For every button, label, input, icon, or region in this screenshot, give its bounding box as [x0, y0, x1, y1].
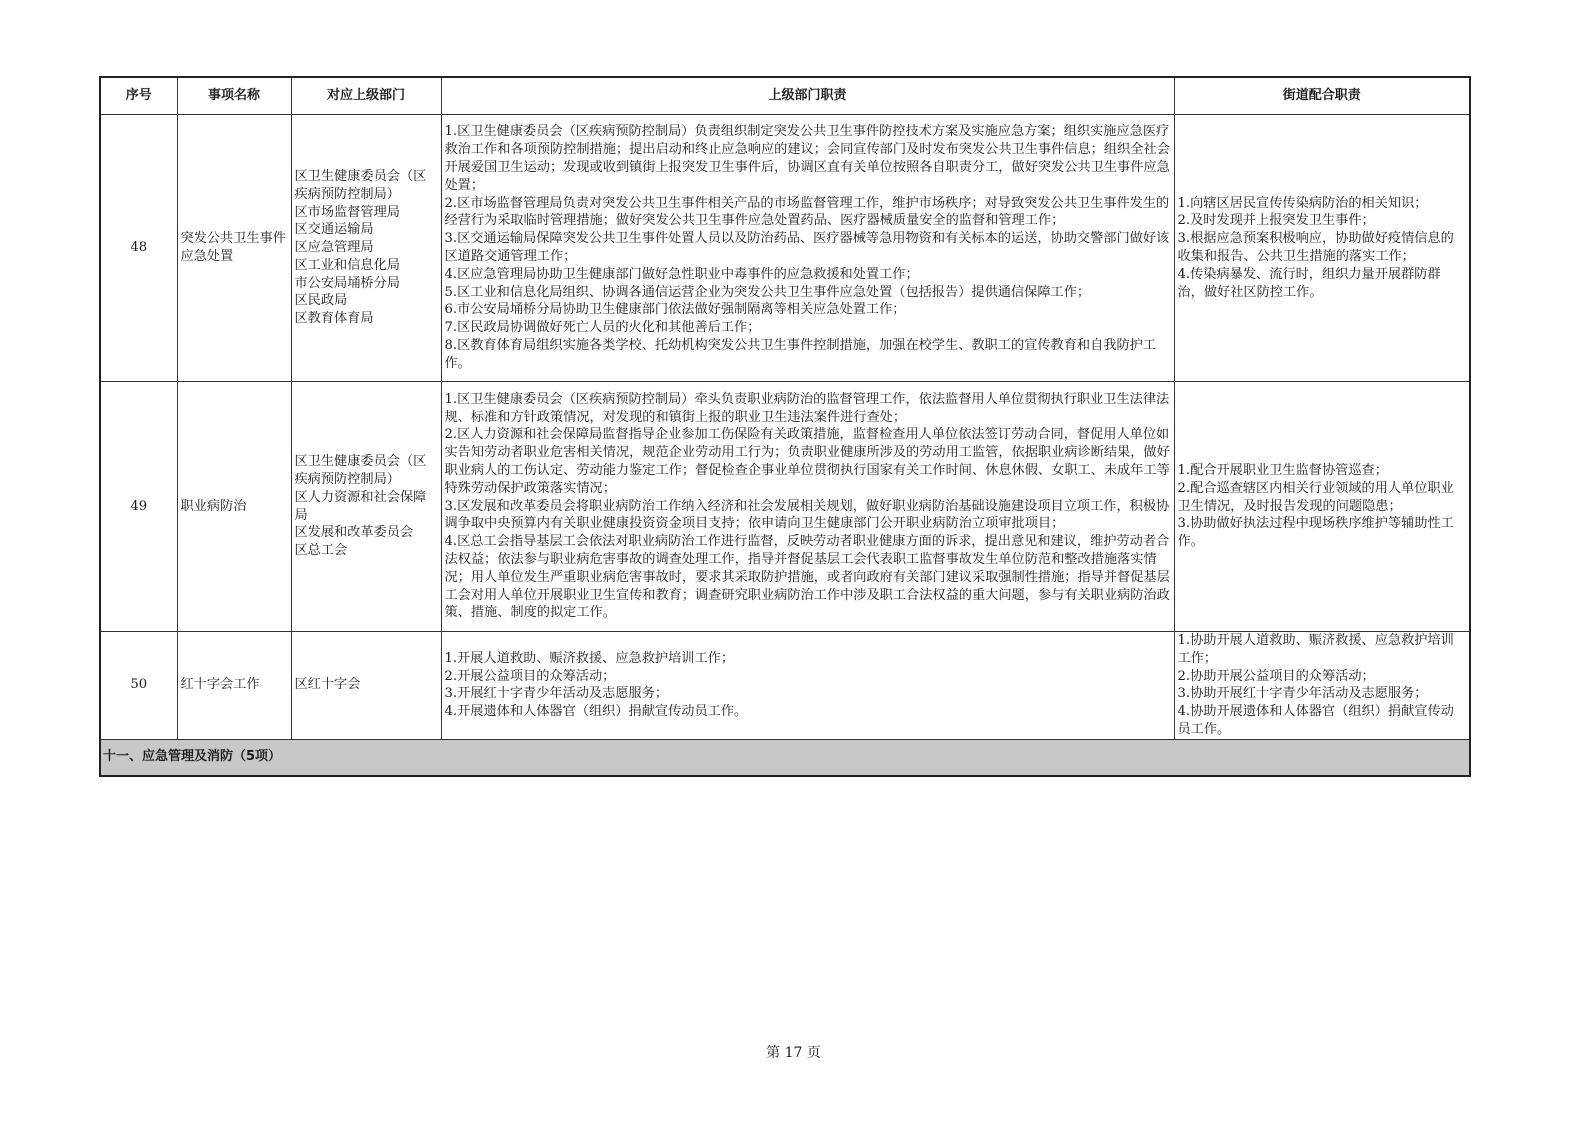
dept-duties	[441, 632, 1174, 740]
department: 区卫生健康委员会（区疾病预防控制局）	[294, 454, 427, 487]
street-duty-item: 4.传染病暴发、流行时，组织力量开展群防群治，做好社区防控工作。	[1177, 266, 1441, 300]
duty-item: 3.区发展和改革委员会将职业病防治工作纳入经济和社会发展相关规划，做好职业病防治基础设施建设项目立项工作，积极协调争取中央预算内有关职业健康投资资金项目支持；依申请向卫生健康部门公开职业病防治立项审批项目；	[444, 498, 1170, 532]
duty-item: 2.区人力资源和社会保障局监督指导企业参加工伤保险有关政策措施，监督检查用人单位依法签订劳动合同，督促用人单位如实告知劳动者职业危害相关情况，规范企业劳动用工行为；负责职业健康所涉及的劳动用工监管，依据职业病诊断结果，做好职业病人的工伤认定、劳动能力鉴定工作；督促检查企事业单位贯彻执行国家有关工作时间、休息休假、女职工、未成年工等特殊劳动保护政策落实情况；	[444, 427, 1170, 496]
row-number: 49	[100, 382, 177, 632]
duty-item: 1.区卫生健康委员会（区疾病预防控制局）负责组织制定突发公共卫生事件防控技术方案及实施应急方案；组织实施应急医疗救治工作和各项预防控制措施；提出启动和终止应急响应的建议；会同宣传部门及时发布突发公共卫生事件信息；组织全社会开展爱国卫生运动；发现或收到镇街上报突发卫生事件后，协调区直有关单位按照各自职责分工，做好突发公共卫生事件应急处置；	[444, 124, 1170, 193]
duty-item: 5.区工业和信息化局组织、协调各通信运营企业为突发公共卫生事件应急处置（包括报告）提供通信保障工作；	[444, 284, 1091, 300]
header-dept-duties: 上级部门职责	[441, 77, 1174, 115]
department-list	[291, 115, 441, 382]
duty-item: 3.开展红十字青少年活动及志愿服务；	[444, 686, 669, 702]
section-heading: 十一、应急管理及消防（5项）	[100, 739, 1470, 776]
header-row	[100, 77, 1470, 115]
street-duty-item: 2.配合巡查辖区内相关行业领域的用人单位职业卫生情况，及时报告发现的问题隐患；	[1177, 480, 1454, 514]
street-duty-item: 2.协助开展公益项目的众筹活动；	[1177, 668, 1375, 684]
header-street-duties: 街道配合职责	[1174, 77, 1470, 115]
street-duties	[1174, 115, 1470, 382]
table-row	[100, 382, 1470, 632]
duty-item: 7.区民政局协调做好死亡人员的火化和其他善后工作；	[444, 320, 761, 336]
street-duty-item: 1.配合开展职业卫生监督协管巡查；	[1177, 463, 1388, 478]
street-duty-item: 3.协助做好执法过程中现场秩序维护等辅助性工作。	[1177, 516, 1454, 550]
department-list	[291, 632, 441, 740]
duty-item: 2.开展公益项目的众筹活动；	[444, 668, 616, 684]
row-number: 48	[100, 115, 177, 382]
department: 区总工会	[294, 543, 348, 559]
department: 区市场监督管理局	[294, 204, 400, 220]
duty-item: 1.开展人道救助、赈济救援、应急救护培训工作；	[444, 650, 735, 666]
header-department: 对应上级部门	[291, 77, 441, 115]
street-duty-item: 4.协助开展遗体和人体器官（组织）捐献宣传动员工作。	[1177, 704, 1454, 737]
page-number: 第 17 页	[766, 1045, 821, 1061]
table-row	[100, 632, 1470, 740]
department: 区民政局	[294, 293, 348, 309]
department: 区卫生健康委员会（区疾病预防控制局）	[294, 168, 427, 202]
street-duties	[1174, 382, 1470, 632]
table-row	[100, 115, 1470, 382]
duty-item: 8.区教育体育局组织实施各类学校、托幼机构突发公共卫生事件控制措施，加强在校学生、教职工的宣传教育和自我防护工作。	[444, 337, 1157, 371]
dept-duties	[441, 382, 1174, 632]
section-heading-row	[100, 739, 1470, 776]
header-item-name: 事项名称	[177, 77, 291, 115]
department: 市公安局埇桥分局	[294, 275, 400, 291]
department: 区教育体育局	[294, 311, 374, 327]
item-name: 职业病防治	[177, 382, 291, 632]
department: 区交通运输局	[294, 222, 374, 238]
duty-item: 4.开展遗体和人体器官（组织）捐献宣传动员工作。	[444, 704, 748, 720]
duty-item: 2.区市场监督管理局负责对突发公共卫生事件相关产品的市场监督管理工作，维护市场秩序；对导致突发公共卫生事件发生的经营行为采取临时管理措施；做好突发公共卫生事件应急处置药品、医疗器械质量安全的监督和管理工作；	[444, 195, 1170, 229]
duty-item: 3.区交通运输局保障突发公共卫生事件处置人员以及防治药品、医疗器械等急用物资和有关标本的运送，协助交警部门做好该区道路交通管理工作；	[444, 231, 1170, 264]
duty-item: 1.区卫生健康委员会（区疾病预防控制局）牵头负责职业病防治的监督管理工作，依法监督用人单位贯彻执行职业卫生法律法规、标准和方针政策情况，对发现的和镇街上报的职业卫生违法案件进行查处；	[444, 391, 1170, 425]
duty-item: 4.区应急管理局协助卫生健康部门做好急性职业中毒事件的应急救援和处置工作；	[444, 266, 919, 282]
street-duties	[1174, 632, 1470, 740]
header-no: 序号	[100, 77, 177, 115]
street-duty-item: 2.及时发现并上报突发卫生事件；	[1177, 213, 1375, 229]
street-duty-item: 1.协助开展人道救助、赈济救援、应急救护培训工作；	[1177, 633, 1454, 666]
dept-duties	[441, 115, 1174, 382]
street-duty-item: 3.协助开展红十字青少年活动及志愿服务；	[1177, 686, 1428, 702]
street-duty-item: 3.根据应急预案积极响应，协助做好疫情信息的收集和报告、公共卫生措施的落实工作；	[1177, 231, 1454, 264]
department-list	[291, 382, 441, 632]
department: 区应急管理局	[294, 240, 374, 256]
item-name: 突发公共卫生事件应急处置	[177, 115, 291, 382]
duty-item: 6.市公安局埇桥分局协助卫生健康部门依法做好强制隔离等相关应急处置工作；	[444, 302, 906, 318]
responsibility-table	[99, 76, 1471, 777]
item-name: 红十字会工作	[177, 632, 291, 740]
department: 区发展和改革委员会	[294, 525, 414, 541]
duty-item: 4.区总工会指导基层工会依法对职业病防治工作进行监督，反映劳动者职业健康方面的诉求，提出意见和建议，维护劳动者合法权益；依法参与职业病危害事故的调查处理工作，指导并督促基层工会代表职工监督事故发生单位防范和整改措施落实情况；用人单位发生严重职业病危害事故时，要求其采取防护措施，或者向政府有关部门建议采取强制性措施；指导并督促基层工会对用人单位开展职业卫生宣传和教育；调查研究职业病防治工作中涉及职工合法权益的重大问题，参与有关职业病防治政策、措施、制度的拟定工作。	[444, 534, 1170, 621]
street-duty-item: 1.向辖区居民宣传传染病防治的相关知识；	[1177, 195, 1428, 211]
department: 区红十字会	[294, 677, 361, 693]
row-number: 50	[100, 632, 177, 740]
department: 区人力资源和社会保障局	[294, 489, 427, 523]
department: 区工业和信息化局	[294, 257, 400, 273]
